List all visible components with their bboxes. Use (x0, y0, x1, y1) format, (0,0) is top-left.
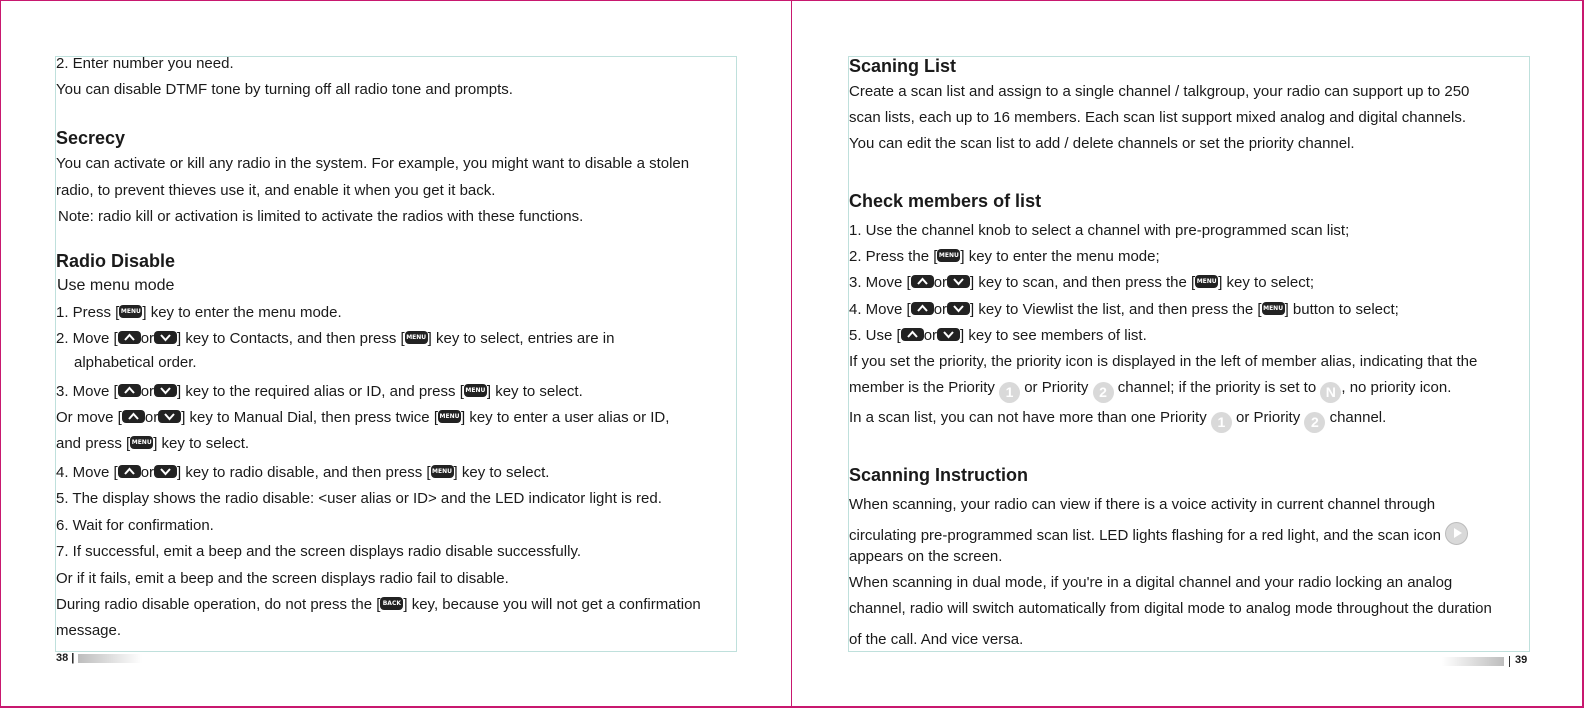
text-line (56, 435, 249, 453)
text-line: 1. Use the channel knob to select a channel with pre-programmed scan list; (849, 222, 1350, 239)
text-line: Create a scan list and assign to a single channel / talkgroup, your radio can support up to 250 (849, 83, 1470, 100)
menu-key-icon (130, 436, 153, 449)
text: or (933, 301, 948, 318)
text-line: radio, to prevent thieves use it, and enable it when you get it back. (56, 182, 496, 199)
menu-key-icon (937, 249, 960, 262)
down-key-icon (154, 331, 177, 344)
text: ] key to select; (1218, 274, 1315, 291)
text-line (849, 301, 1399, 319)
text-line (849, 274, 1314, 292)
up-key-icon (118, 384, 141, 397)
down-key-icon (937, 328, 960, 341)
priority-1-icon: 1 (999, 382, 1020, 403)
text: ] key to the required alias or ID, and press [ (177, 383, 464, 400)
text: or (140, 383, 155, 400)
down-key-icon (158, 410, 181, 423)
heading-radio-disable: Radio Disable (56, 251, 176, 271)
text-line: When scanning, your radio can view if there is a voice activity in current channel through (849, 496, 1436, 513)
menu-key-icon (405, 331, 428, 344)
menu-key-icon (1195, 275, 1218, 288)
text-line (56, 409, 669, 427)
page-border-left (0, 0, 1, 708)
text: or (923, 327, 938, 344)
page-number-separator (1509, 656, 1510, 667)
text: In a scan list, you can not have more than one Priority (849, 409, 1207, 426)
text-line (849, 379, 1451, 403)
page-number: 38 (56, 652, 69, 664)
text: 2. Move [ (56, 330, 118, 347)
down-key-icon (947, 302, 970, 315)
menu-key-icon (1262, 302, 1285, 315)
text: 3. Move [ (849, 274, 911, 291)
text-line: 6. Wait for confirmation. (56, 517, 214, 534)
menu-key-icon (431, 465, 454, 478)
text-line: Use menu mode (57, 277, 175, 294)
text: ] key to select. (153, 435, 250, 452)
menu-key-icon (464, 384, 487, 397)
text-line: You can edit the scan list to add / delete channels or set the priority channel. (849, 135, 1355, 152)
up-key-icon (911, 275, 934, 288)
text: ] key to see members of list. (960, 327, 1147, 344)
text: ] key, because you will not get a confirmation (403, 596, 701, 613)
text: ] key to Contacts, and then press [ (177, 330, 405, 347)
priority-2-icon: 2 (1304, 412, 1325, 433)
page-number-left: 38 | (56, 652, 75, 664)
text: During radio disable operation, do not press the [ (56, 596, 381, 613)
text-line (849, 522, 1468, 545)
text-line: You can activate or kill any radio in the system. For example, you might want to disable a stolen (56, 155, 690, 172)
text-line: channel, radio will switch automatically from digital mode to analog mode throughout the duration (849, 600, 1492, 617)
text-line: 7. If successful, emit a beep and the screen displays radio disable successfully. (56, 543, 581, 560)
text: channel. (1329, 409, 1387, 426)
text-line (56, 383, 583, 401)
text: ] key to Manual Dial, then press twice [ (181, 409, 438, 426)
up-key-icon (122, 410, 145, 423)
page-divider (791, 0, 792, 708)
text-line (849, 327, 1147, 345)
text: ] key to enter the menu mode; (960, 248, 1160, 265)
down-key-icon (947, 275, 970, 288)
text: or (140, 330, 155, 347)
text: or Priority (1236, 409, 1301, 426)
text-line: alphabetical order. (74, 354, 197, 371)
up-key-icon (901, 328, 924, 341)
down-key-icon (154, 465, 177, 478)
priority-1-icon: 1 (1211, 412, 1232, 433)
text-line: When scanning in dual mode, if you're in a digital channel and your radio locking an analog (849, 574, 1453, 591)
text: and press [ (56, 435, 131, 452)
text: 1. Press [ (56, 304, 120, 321)
text: 4. Move [ (56, 464, 118, 481)
back-key-icon (380, 597, 403, 610)
text: channel; if the priority is set to (1117, 379, 1317, 396)
text-line: If you set the priority, the priority icon is displayed in the left of member alias, indicating that the (849, 353, 1478, 370)
text-line: 2. Enter number you need. (56, 55, 234, 72)
text-line: 5. The display shows the radio disable: <user alias or ID> and the LED indicator light is red. (56, 490, 662, 507)
text: ] button to select; (1284, 301, 1399, 318)
text-line: Note: radio kill or activation is limited to activate the radios with these functions. (58, 208, 584, 225)
heading-check-members: Check members of list (849, 191, 1042, 211)
menu-key-icon (119, 305, 142, 318)
text-line (56, 596, 701, 614)
text: 5. Use [ (849, 327, 901, 344)
text: , no priority icon. (1341, 379, 1452, 396)
text: Or move [ (56, 409, 122, 426)
text-line: appears on the screen. (849, 548, 1003, 565)
text: or Priority (1024, 379, 1089, 396)
text-line (56, 304, 342, 322)
heading-secrecy: Secrecy (56, 128, 126, 148)
text: member is the Priority (849, 379, 995, 396)
heading-scanning-list: Scaning List (849, 56, 957, 76)
text: 4. Move [ (849, 301, 911, 318)
up-key-icon (118, 465, 141, 478)
text: ] key to select. (486, 383, 583, 400)
text: ] key to select, entries are in (427, 330, 615, 347)
text-line: message. (56, 622, 122, 639)
text: 3. Move [ (56, 383, 118, 400)
page-number-right: 39 (1515, 654, 1528, 666)
text-line: scan lists, each up to 16 members. Each scan list support mixed analog and digital channels. (849, 109, 1467, 126)
text: ] key to scan, and then press the [ (970, 274, 1196, 291)
priority-2-icon: 2 (1093, 382, 1114, 403)
up-key-icon (118, 331, 141, 344)
menu-key-icon (438, 410, 461, 423)
page-bar-left (78, 654, 142, 663)
up-key-icon (911, 302, 934, 315)
text-line (849, 409, 1386, 433)
page-bar-right (1442, 657, 1504, 666)
text-line: of the call. And vice versa. (849, 631, 1024, 648)
text: ] key to radio disable, and then press [ (177, 464, 431, 481)
text-line (56, 330, 614, 348)
text-line: You can disable DTMF tone by turning off all radio tone and prompts. (56, 81, 513, 98)
text: or (933, 274, 948, 291)
text: 2. Press the [ (849, 248, 938, 265)
text: or (140, 464, 155, 481)
text: ] key to Viewlist the list, and then press the [ (970, 301, 1262, 318)
text: or (144, 409, 159, 426)
text-line: Or if it fails, emit a beep and the screen displays radio fail to disable. (56, 570, 509, 587)
down-key-icon (154, 384, 177, 397)
text-line (849, 248, 1160, 266)
text-line (56, 464, 549, 482)
text: ] key to enter a user alias or ID, (460, 409, 670, 426)
text: ] key to enter the menu mode. (142, 304, 342, 321)
text: ] key to select. (453, 464, 550, 481)
text: circulating pre-programmed scan list. LED lights flashing for a red light, and the scan icon (849, 527, 1441, 544)
page-border-top (0, 0, 1584, 1)
scan-icon (1445, 522, 1468, 545)
no-priority-icon: N (1320, 382, 1341, 403)
heading-scanning-instruction: Scanning Instruction (849, 465, 1029, 485)
